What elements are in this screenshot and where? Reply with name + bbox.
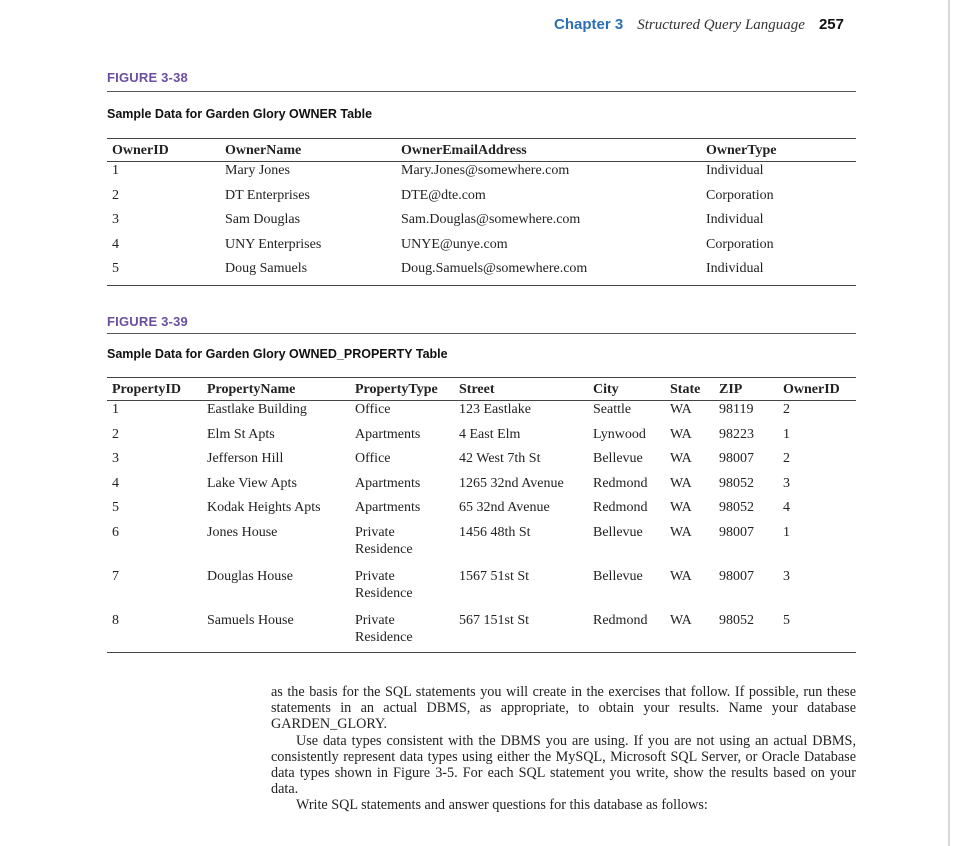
column-header: OwnerEmailAddress (396, 139, 701, 162)
table-row (107, 236, 856, 261)
table-cell: DTE@dte.com (401, 187, 486, 203)
table-cell: Doug.Samuels@somewhere.com (396, 260, 701, 285)
running-head (554, 16, 844, 34)
table-cell: Sam.Douglas@somewhere.com (401, 212, 581, 227)
table-cell: 3 (112, 212, 119, 227)
page-number: 257 (818, 16, 844, 33)
table-cell: 98052 (719, 500, 754, 515)
owned-property-table (107, 377, 856, 653)
table-cell: 98007 (719, 568, 754, 584)
column-header: OwnerID (107, 139, 220, 162)
table-cell: Jefferson Hill (207, 451, 284, 466)
table-cell: Individual (706, 163, 764, 178)
table-cell: 2 (783, 402, 790, 417)
table-cell: WA (670, 500, 692, 515)
body-text (271, 684, 856, 814)
table-cell: Doug Samuels (220, 260, 396, 285)
table-cell: Elm St Apts (207, 426, 275, 442)
table-cell: Mary.Jones@somewhere.com (401, 163, 570, 178)
body-paragraph: as the basis for the SQL statements you will create in the exercises that follow. If possible, run these statements in an actual DBMS, as appropriate, to obtain your results. Name your database GARDEN_GLORY. (271, 684, 856, 733)
table-cell: Apartments (355, 426, 421, 442)
table-cell: Bellevue (593, 568, 643, 584)
table-row (107, 450, 856, 475)
chapter-label: Chapter 3 (554, 16, 624, 33)
table-cell: Office (355, 451, 391, 466)
table-cell: 6 (112, 524, 119, 540)
table-cell: 2 (112, 426, 119, 442)
table-cell: Sam Douglas (225, 212, 301, 227)
table-cell: Seattle (593, 402, 632, 417)
table-cell: 1567 51st St (459, 568, 530, 584)
owner-table-header (107, 139, 856, 162)
table-cell: Lynwood (593, 426, 646, 442)
table-row (107, 499, 856, 524)
property-table-header (107, 378, 856, 401)
table-cell: Bellevue (593, 524, 643, 540)
table-cell: WA (670, 451, 692, 466)
column-header: PropertyID (107, 378, 202, 401)
table-cell: 4 (112, 236, 119, 252)
table-row (107, 162, 856, 187)
table-row (107, 211, 856, 236)
table-row (107, 260, 856, 285)
body-paragraph: Write SQL statements and answer questions for this database as follows: (296, 797, 708, 814)
table-cell: Individual (701, 260, 856, 285)
table-cell: 2 (783, 451, 790, 466)
table-cell: 5 (778, 612, 856, 653)
table-cell: 1 (112, 163, 119, 178)
table-cell: WA (665, 612, 714, 653)
table-row (107, 401, 856, 426)
table-cell: 3 (112, 451, 119, 466)
table-cell: Douglas House (207, 568, 293, 584)
table-cell: 98007 (719, 451, 754, 466)
table-cell: 5 (112, 500, 119, 515)
table-cell: Kodak Heights Apts (207, 500, 321, 515)
table-cell: Corporation (706, 236, 774, 252)
table-cell: 3 (783, 475, 790, 491)
chapter-title: Structured Query Language (637, 17, 805, 33)
table-cell: Redmond (593, 475, 648, 491)
table-cell: 5 (107, 260, 220, 285)
table-row (107, 426, 856, 451)
table-cell: Private Residence (350, 612, 454, 653)
table-row (107, 612, 856, 653)
table-cell: 8 (107, 612, 202, 653)
table-cell: WA (670, 568, 692, 584)
table-cell: 4 (783, 500, 790, 515)
table-row (107, 187, 856, 212)
table-row (107, 568, 856, 612)
table-cell: 1 (112, 402, 119, 417)
page-edge (948, 0, 950, 846)
table-cell: 98223 (719, 426, 754, 442)
figure-39-rule (107, 333, 856, 334)
table-cell: 98119 (719, 402, 754, 417)
table-cell: 1 (783, 524, 790, 540)
table-cell: WA (670, 475, 692, 491)
table-cell: Mary Jones (225, 163, 290, 178)
table-cell: Redmond (588, 612, 665, 653)
table-cell: 567 151st St (454, 612, 588, 653)
table-cell: Samuels House (202, 612, 350, 653)
table-cell: UNY Enterprises (225, 236, 322, 252)
figure-38-rule (107, 91, 856, 92)
column-header: OwnerType (701, 139, 856, 162)
table-cell: 98052 (714, 612, 778, 653)
table-cell: 65 32nd Avenue (459, 500, 550, 515)
table-cell: UNYE@unye.com (401, 236, 508, 252)
table-cell: 2 (112, 187, 119, 203)
table-cell: Private Residence (355, 568, 413, 601)
table-cell: 4 East Elm (459, 426, 521, 442)
column-header: OwnerName (220, 139, 396, 162)
table-row (107, 475, 856, 500)
column-header: OwnerID (778, 378, 856, 401)
table-cell: 42 West 7th St (459, 451, 541, 466)
table-cell: Lake View Apts (207, 475, 297, 491)
figure-38-caption: Sample Data for Garden Glory OWNER Table (107, 107, 373, 121)
table-cell: Apartments (355, 475, 421, 491)
table-cell: WA (670, 426, 692, 442)
table-cell: 98007 (719, 524, 754, 540)
column-header: PropertyType (350, 378, 454, 401)
column-header: ZIP (714, 378, 778, 401)
table-cell: WA (670, 524, 692, 540)
owner-table (107, 138, 856, 286)
column-header: City (588, 378, 665, 401)
table-cell: WA (670, 402, 692, 417)
table-cell: Jones House (207, 524, 278, 540)
table-row (107, 524, 856, 568)
figure-39-label: FIGURE 3-39 (107, 314, 188, 329)
table-cell: Eastlake Building (207, 402, 307, 417)
column-header: State (665, 378, 714, 401)
column-header: Street (454, 378, 588, 401)
table-cell: Individual (706, 212, 764, 227)
table-cell: 4 (112, 475, 119, 491)
table-cell: Private Residence (355, 524, 413, 557)
table-cell: 1456 48th St (459, 524, 531, 540)
figure-39-caption: Sample Data for Garden Glory OWNED_PROPERTY Table (107, 347, 448, 361)
column-header: PropertyName (202, 378, 350, 401)
table-cell: Bellevue (593, 451, 643, 466)
table-cell: Apartments (355, 500, 421, 515)
table-cell: Office (355, 402, 391, 417)
body-paragraph: Use data types consistent with the DBMS you are using. If you are not using an actual DBMS, consistently represent data types using either the MySQL, Microsoft SQL Server, or Oracle Database data types shown in Figure 3-5. For each SQL statement you write, show the results based on your data. (271, 732, 856, 798)
table-cell: Corporation (706, 187, 774, 203)
table-cell: Redmond (593, 500, 648, 515)
table-cell: 1265 32nd Avenue (459, 475, 564, 491)
table-cell: 7 (112, 568, 119, 584)
table-cell: DT Enterprises (225, 187, 310, 203)
table-cell: 1 (783, 426, 790, 442)
table-cell: 3 (783, 568, 790, 584)
table-cell: 123 Eastlake (459, 402, 531, 417)
table-cell: 98052 (719, 475, 754, 491)
figure-38-label: FIGURE 3-38 (107, 70, 188, 85)
